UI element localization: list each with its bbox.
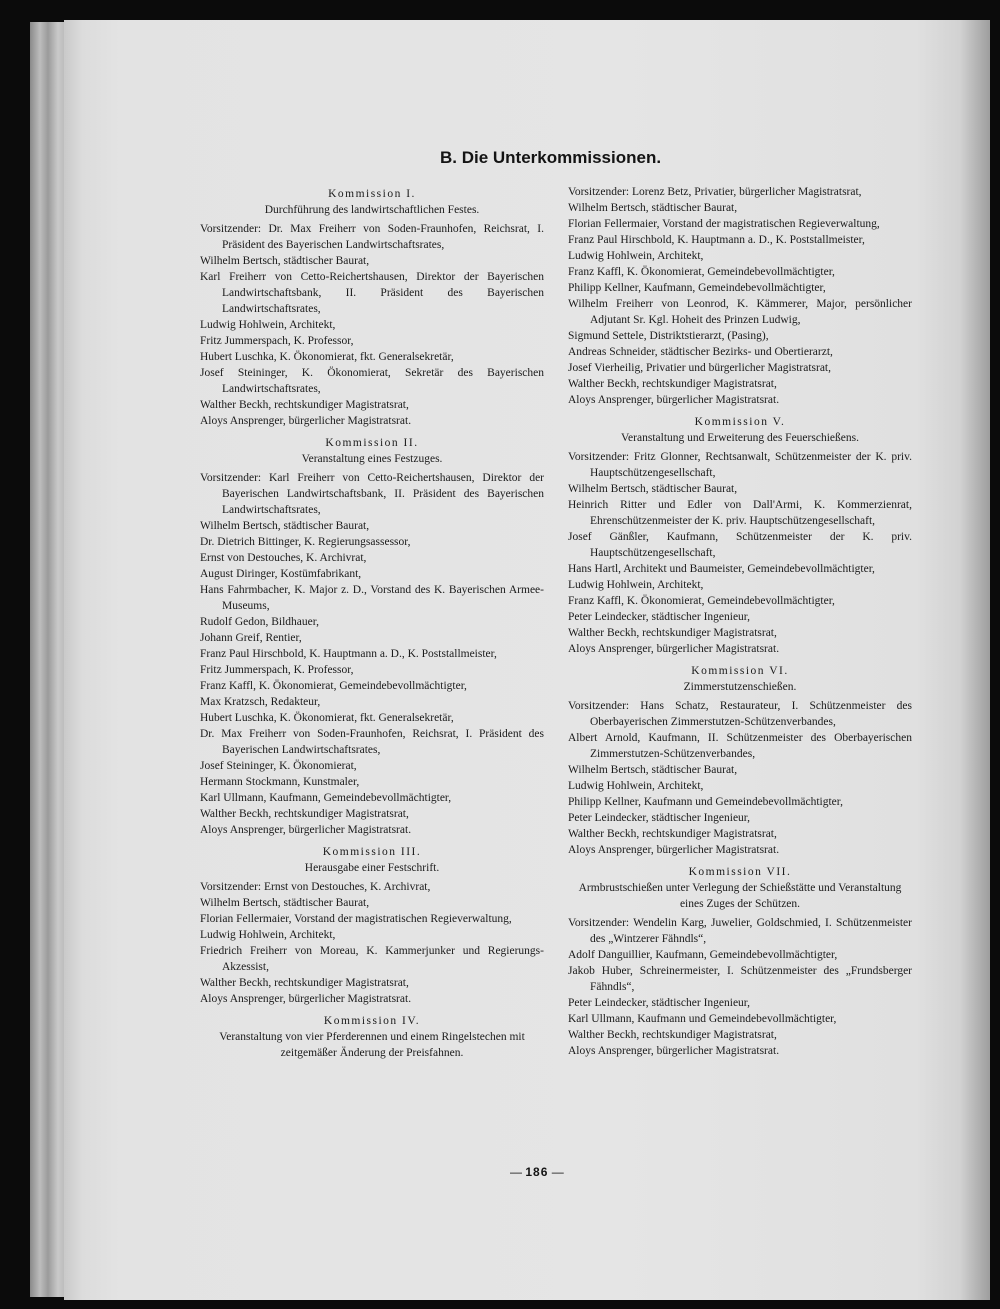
member-entry: Wilhelm Freiherr von Leonrod, K. Kämmerer, Major, persönlicher Adjutant Sr. Kgl. Hoheit des Prinzen Ludwig, [568,298,912,326]
member-entry: Jakob Huber, Schreinermeister, I. Schützenmeister des „Frundsberger Fähndls“, [568,965,912,993]
page-number-dash-left: — [510,1165,522,1179]
member-entry: Aloys Ansprenger, bürgerlicher Magistratsrat. [200,415,412,427]
left-column [200,186,544,1064]
member-entry: Josef Steininger, K. Ökonomierat, [200,760,357,772]
member-entry: Peter Leindecker, städtischer Ingenieur, [568,997,751,1009]
member-entry: Wilhelm Bertsch, städtischer Baurat, [568,764,738,776]
member-entry: Vorsitzender: Dr. Max Freiherr von Soden-Fraunhofen, Reichsrat, I. Präsident des Bayerischen Landwirtschaftsrates, [200,223,544,251]
commission-title: Kommission V. [694,416,786,428]
page-number [510,1165,564,1179]
member-entry: Vorsitzender: Fritz Glonner, Rechtsanwalt, Schützenmeister der K. priv. Hauptschützengesellschaft, [568,451,912,479]
member-entry: Josef Steininger, K. Ökonomierat, Sekretär des Bayerischen Landwirtschaftsrates, [200,367,544,395]
member-entry: Franz Kaffl, K. Ökonomierat, Gemeindebevollmächtigter, [568,266,835,278]
commission-title: Kommission VI. [691,665,789,677]
member-entry: Wilhelm Bertsch, städtischer Baurat, [200,897,370,909]
member-entry: Peter Leindecker, städtischer Ingenieur, [568,611,751,623]
member-entry: Sigmund Settele, Distriktstierarzt, (Pasing), [568,330,769,342]
commission-subtitle: Herausgabe einer Festschrift. [304,862,440,874]
page-edge-shadow [960,20,990,1300]
member-entry: Ludwig Hohlwein, Architekt, [568,579,704,591]
commission-subtitle: Zimmerstutzenschießen. [683,681,797,693]
member-entry: Wilhelm Bertsch, städtischer Baurat, [200,520,370,532]
member-entry: Aloys Ansprenger, bürgerlicher Magistratsrat. [568,844,780,856]
commission-subtitle: Veranstaltung von vier Pferderennen und einem Ringelstechen mit zeitgemäßer Änderung der Preisfahnen. [219,1031,525,1059]
member-entry: Franz Paul Hirschbold, K. Hauptmann a. D., K. Poststallmeister, [200,648,497,660]
commission-title: Kommission VII. [688,866,792,878]
member-entry: Franz Paul Hirschbold, K. Hauptmann a. D., K. Poststallmeister, [568,234,865,246]
member-entry: Aloys Ansprenger, bürgerlicher Magistratsrat. [200,824,412,836]
right-column [568,184,912,1059]
member-entry: Josef Gänßler, Kaufmann, Schützenmeister der K. priv. Hauptschützengesellschaft, [568,531,912,559]
member-entry: Andreas Schneider, städtischer Bezirks- und Obertierarzt, [568,346,833,358]
member-entry: Johann Greif, Rentier, [200,632,302,644]
member-entry: Walther Beckh, rechtskundiger Magistratsrat, [568,627,777,639]
member-entry: Peter Leindecker, städtischer Ingenieur, [568,812,751,824]
member-entry: August Diringer, Kostümfabrikant, [200,568,362,580]
member-entry: Vorsitzender: Ernst von Destouches, K. Archivrat, [200,881,431,893]
member-list [568,184,912,408]
member-entry: Walther Beckh, rechtskundiger Magistratsrat, [568,1029,777,1041]
commission-title: Kommission III. [322,846,422,858]
member-entry: Walther Beckh, rechtskundiger Magistratsrat, [568,828,777,840]
commission-subtitle: Armbrustschießen unter Verlegung der Schießstätte und Veranstaltung eines Zuges der Schützen. [578,882,902,910]
member-list [200,470,544,838]
member-list [200,221,544,429]
commission-subtitle: Veranstaltung eines Festzuges. [301,453,443,465]
member-entry: Josef Vierheilig, Privatier und bürgerlicher Magistratsrat, [568,362,831,374]
member-entry: Hubert Luschka, K. Ökonomierat, fkt. Generalsekretär, [200,712,454,724]
member-entry: Ludwig Hohlwein, Architekt, [568,250,704,262]
member-entry: Florian Fellermaier, Vorstand der magistratischen Regieverwaltung, [200,913,512,925]
member-entry: Fritz Jummerspach, K. Professor, [200,335,354,347]
commission-title: Kommission II. [325,437,419,449]
member-list [568,449,912,657]
member-entry: Adolf Danguillier, Kaufmann, Gemeindebevollmächtigter, [568,949,838,961]
member-entry: Dr. Max Freiherr von Soden-Fraunhofen, Reichsrat, I. Präsident des Bayerischen Landwirtschaftsrates, [200,728,544,756]
member-entry: Aloys Ansprenger, bürgerlicher Magistratsrat. [200,993,412,1005]
member-entry: Aloys Ansprenger, bürgerlicher Magistratsrat. [568,1045,780,1057]
member-entry: Hans Hartl, Architekt und Baumeister, Gemeindebevollmächtigter, [568,563,875,575]
member-entry: Philipp Kellner, Kaufmann und Gemeindebevollmächtigter, [568,796,844,808]
member-entry: Karl Ullmann, Kaufmann und Gemeindebevollmächtigter, [568,1013,837,1025]
member-entry: Ernst von Destouches, K. Archivrat, [200,552,367,564]
member-entry: Walther Beckh, rechtskundiger Magistratsrat, [200,977,409,989]
member-entry: Karl Ullmann, Kaufmann, Gemeindebevollmächtigter, [200,792,452,804]
member-entry: Max Kratzsch, Redakteur, [200,696,321,708]
member-entry: Wilhelm Bertsch, städtischer Baurat, [200,255,370,267]
member-entry: Dr. Dietrich Bittinger, K. Regierungsassessor, [200,536,411,548]
member-entry: Ludwig Hohlwein, Architekt, [200,929,336,941]
member-entry: Vorsitzender: Wendelin Karg, Juwelier, Goldschmied, I. Schützenmeister des „Wintzerer Fähndls“, [568,917,912,945]
commission-subtitle: Durchführung des landwirtschaftlichen Festes. [264,204,480,216]
member-entry: Wilhelm Bertsch, städtischer Baurat, [568,483,738,495]
member-entry: Rudolf Gedon, Bildhauer, [200,616,319,628]
page-heading: B. Die Unterkommissionen. [440,148,662,167]
member-entry: Franz Kaffl, K. Ökonomierat, Gemeindebevollmächtigter, [568,595,835,607]
member-entry: Ludwig Hohlwein, Architekt, [200,319,336,331]
member-entry: Ludwig Hohlwein, Architekt, [568,780,704,792]
member-entry: Aloys Ansprenger, bürgerlicher Magistratsrat. [568,643,780,655]
member-entry: Vorsitzender: Lorenz Betz, Privatier, bürgerlicher Magistratsrat, [568,186,862,198]
member-entry: Hubert Luschka, K. Ökonomierat, fkt. Generalsekretär, [200,351,454,363]
member-entry: Albert Arnold, Kaufmann, II. Schützenmeister des Oberbayerischen Zimmerstutzen-Schützenverbandes, [568,732,912,760]
member-entry: Walther Beckh, rechtskundiger Magistratsrat, [568,378,777,390]
member-list [200,879,544,1007]
member-entry: Philipp Kellner, Kaufmann, Gemeindebevollmächtigter, [568,282,826,294]
member-entry: Franz Kaffl, K. Ökonomierat, Gemeindebevollmächtigter, [200,680,467,692]
member-entry: Vorsitzender: Hans Schatz, Restaurateur, I. Schützenmeister des Oberbayerischen Zimmerstutzen-Schützenverbandes, [568,700,912,728]
member-entry: Heinrich Ritter und Edler von Dall'Armi, K. Kommerzienrat, Ehrenschützenmeister der K. priv. Hauptschützengesellschaft, [568,499,912,527]
member-entry: Walther Beckh, rechtskundiger Magistratsrat, [200,399,409,411]
member-entry: Vorsitzender: Karl Freiherr von Cetto-Reichertshausen, Direktor der Bayerischen Landwirtschaftsbank, II. Präsident des Bayerischen Landwirtschaftsrates, [200,472,544,516]
commission-title: Kommission IV. [323,1015,421,1027]
member-entry: Fritz Jummerspach, K. Professor, [200,664,354,676]
member-entry: Hermann Stockmann, Kunstmaler, [200,776,360,788]
member-entry: Friedrich Freiherr von Moreau, K. Kammerjunker und Regierungs-Akzessist, [200,945,544,973]
member-entry: Florian Fellermaier, Vorstand der magistratischen Regieverwaltung, [568,218,880,230]
member-list [568,698,912,858]
member-list [568,915,912,1059]
page-number-value: 186 [525,1165,549,1179]
commission-title: Kommission I. [328,188,416,200]
member-entry: Aloys Ansprenger, bürgerlicher Magistratsrat. [568,394,780,406]
member-entry: Walther Beckh, rechtskundiger Magistratsrat, [200,808,409,820]
member-entry: Karl Freiherr von Cetto-Reichertshausen, Direktor der Bayerischen Landwirtschaftsbank, II. Präsident des Bayerischen Landwirtschaftsrates, [200,271,544,315]
page-number-dash-right: — [551,1165,564,1179]
member-entry: Hans Fahrmbacher, K. Major z. D., Vorstand des K. Bayerischen Armee-Museums, [200,584,544,612]
member-entry: Wilhelm Bertsch, städtischer Baurat, [568,202,738,214]
commission-subtitle: Veranstaltung und Erweiterung des Feuerschießens. [621,432,859,444]
